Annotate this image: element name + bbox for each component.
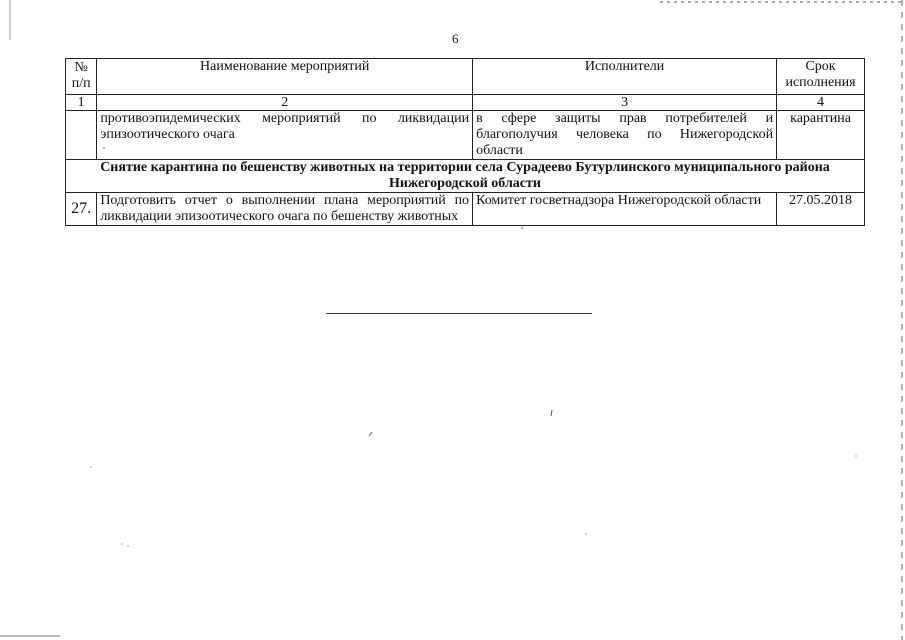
header-num: № п/п	[66, 59, 97, 95]
page-number: 6	[452, 31, 459, 46]
row-num: 27.	[66, 193, 97, 226]
header-term: Срок исполнения	[777, 59, 865, 95]
measures-table	[65, 58, 865, 226]
row-executors: в сфере защиты прав потребителей и благополучия человека по Нижегородской области	[473, 111, 777, 160]
column-index: 4	[777, 95, 865, 111]
row-name: Подготовить отчет о выполнении плана мероприятий по ликвидации эпизоотического очага по бешенству животных	[97, 193, 473, 226]
row-term: 27.05.2018	[777, 193, 865, 226]
column-index: 1	[66, 95, 97, 111]
table-row-continued	[66, 111, 865, 160]
column-index: 3	[473, 95, 777, 111]
row-name: противоэпидемических мероприятий по ликвидации эпизоотического очага	[97, 111, 473, 160]
column-index: 2	[97, 95, 473, 111]
row-executors: Комитет госветнадзора Нижегородской области	[473, 193, 777, 226]
section-row	[66, 160, 865, 193]
table-row	[66, 193, 865, 226]
row-term: карантина	[777, 111, 865, 160]
header-executors: Исполнители	[473, 59, 777, 95]
section-title: Снятие карантина по бешенству животных на территории села Сурадеево Бутурлинского муниципального района Нижегородской области	[66, 160, 865, 193]
table-header-row	[66, 59, 865, 95]
header-name: Наименование мероприятий	[97, 59, 473, 95]
row-num	[66, 111, 97, 160]
separator-line	[326, 313, 592, 314]
column-index-row	[66, 95, 865, 111]
